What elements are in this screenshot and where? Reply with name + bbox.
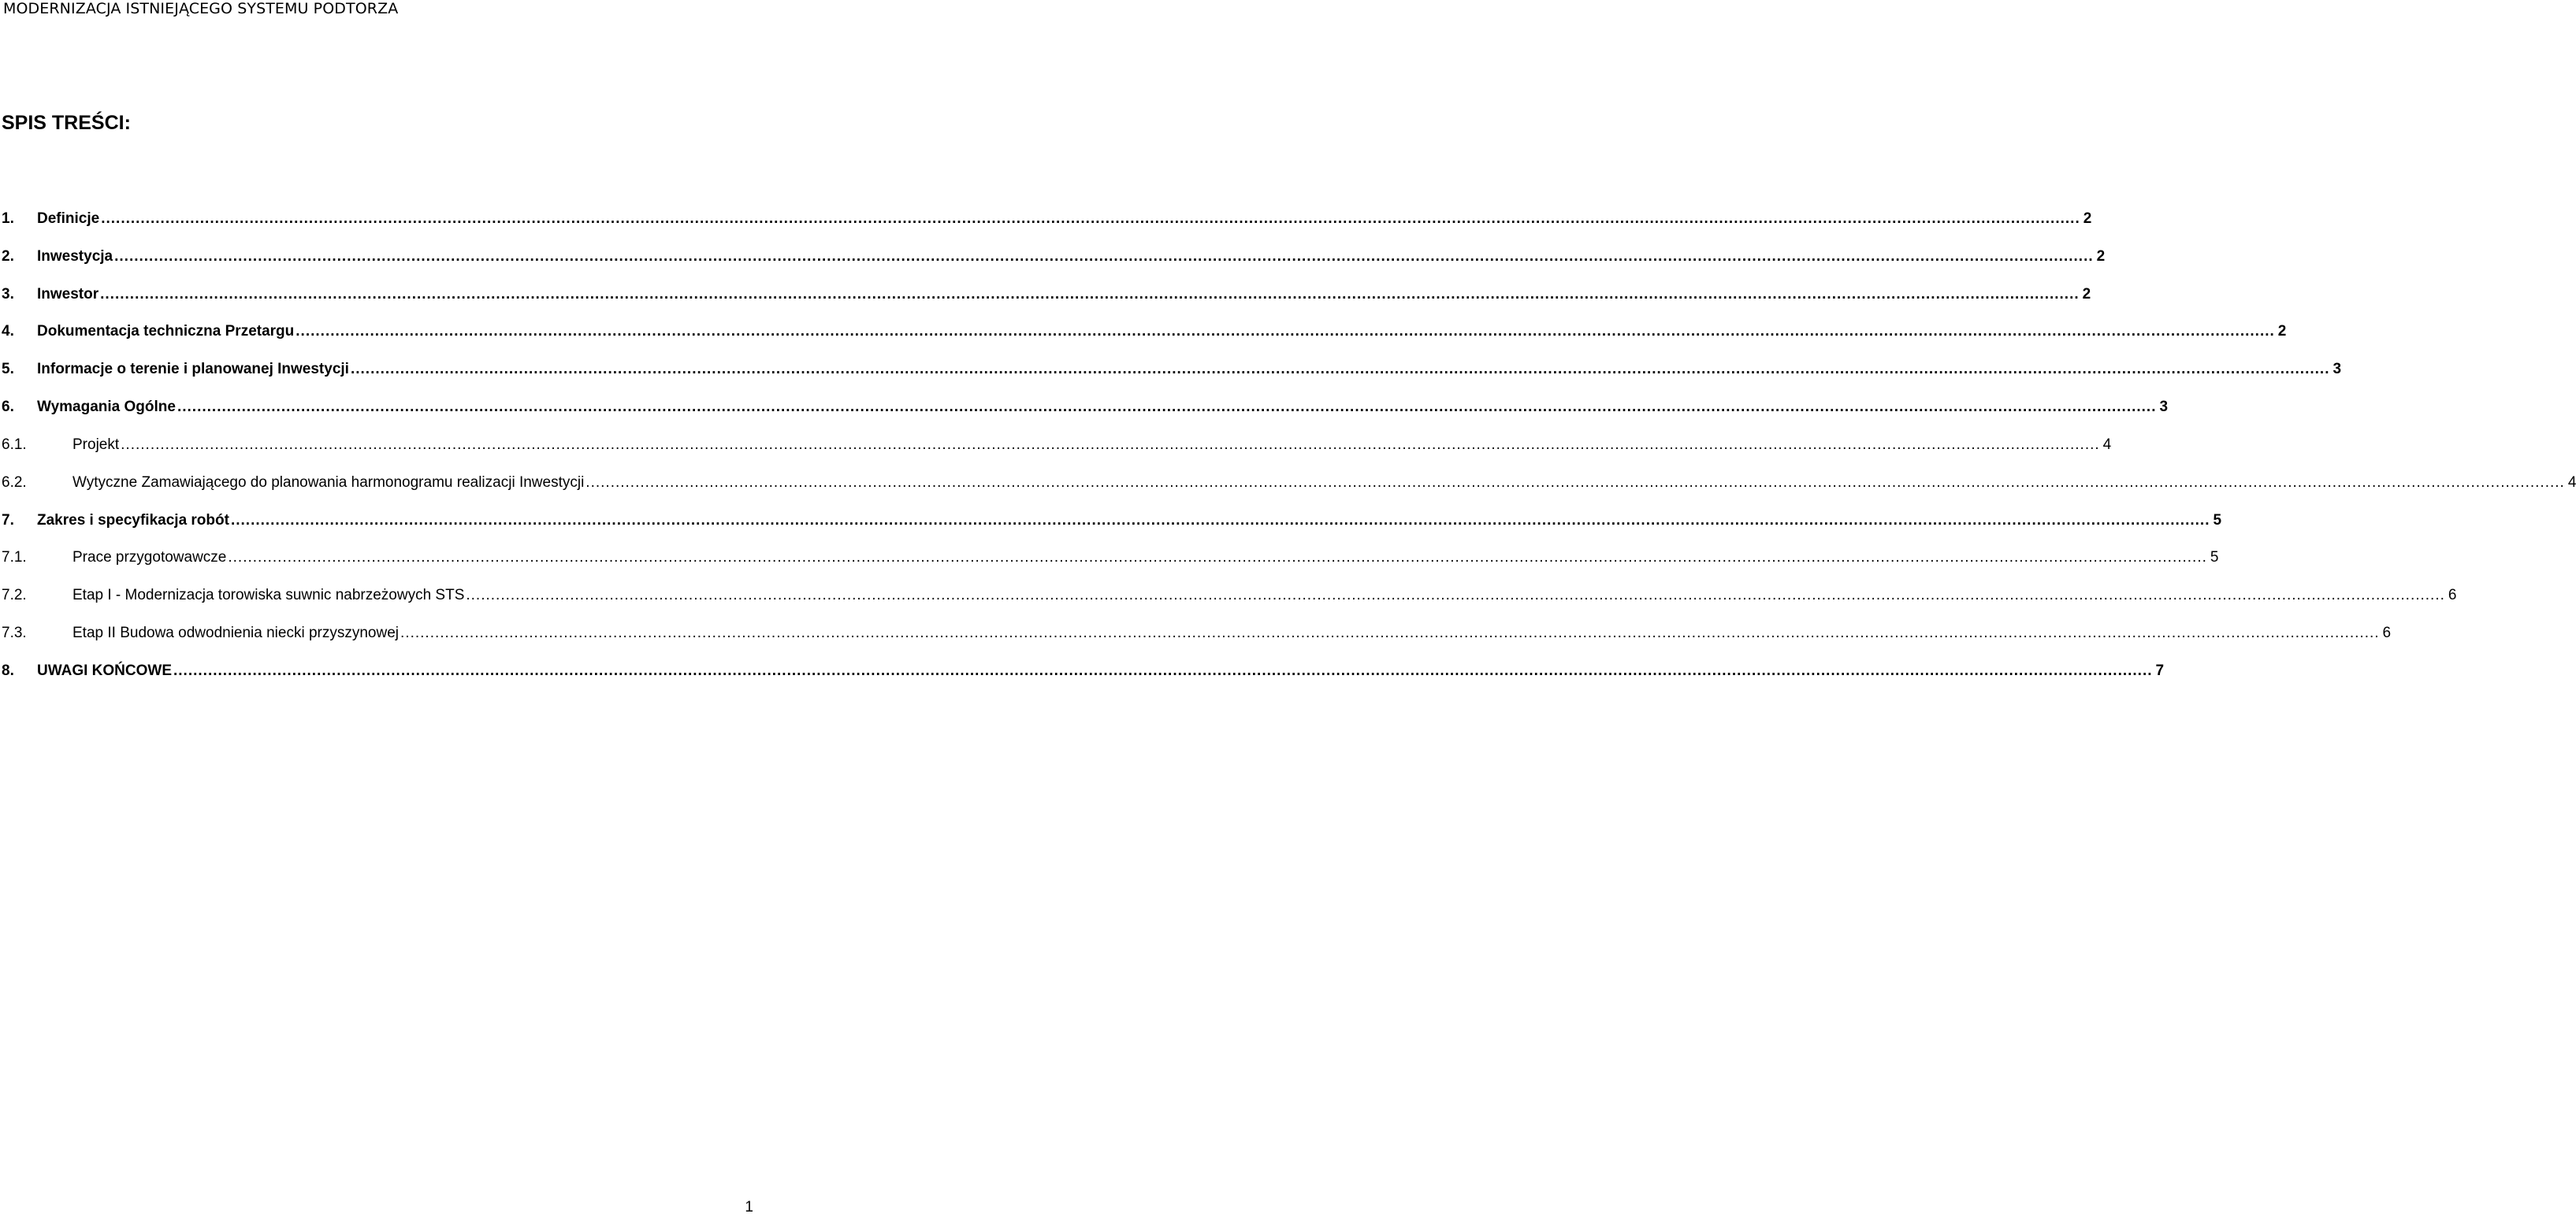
toc-entry-number: 6. [2,399,14,415]
toc-leader-dots: ................................................................................................................................................................................................................................................................................................................................................................................................................ [121,436,2100,453]
toc-entry-title: Etap I - Modernizacja torowiska suwnic nabrzeżowych STS [72,587,465,603]
toc-entry[interactable] [0,509,2222,533]
toc-entry[interactable] [0,395,2169,419]
toc-entry-page: 4 [2567,474,2576,491]
toc-entry[interactable] [0,659,2165,683]
toc-entry[interactable] [0,358,2342,381]
toc-entry-page: 2 [2277,323,2287,340]
toc-entry-number: 8. [2,662,14,679]
toc-entry-title: Wymagania Ogólne [37,399,176,415]
toc-entry-title: Wytyczne Zamawiającego do planowania harmonogramu realizacji Inwestycji [72,474,585,491]
toc-entry-page: 3 [2333,361,2342,377]
toc-entry-title: Etap II Budowa odwodnienia niecki przyszynowej [72,625,400,641]
toc-entry-page: 5 [2210,549,2219,566]
toc-entry-title: Inwestycja [37,248,113,265]
page-number: 1 [745,1199,753,1215]
toc-entry-page: 2 [2096,248,2106,265]
toc-title: SPIS TREŚCI: [2,112,131,134]
toc-entry-number: 1. [2,210,14,227]
toc-entry-page: 7 [2155,662,2165,679]
toc-leader-dots: ................................................................................................................................................................................................................................................................................................................................................................................................................ [101,210,2080,227]
toc-entry-title: Prace przygotowawcze [72,549,227,566]
toc-leader-dots: ................................................................................................................................................................................................................................................................................................................................................................................................................ [296,323,2275,340]
toc-leader-dots: ................................................................................................................................................................................................................................................................................................................................................................................................................ [350,361,2330,377]
toc-entry-title: Zakres i specyfikacja robót [37,512,229,529]
toc-leader-dots: ................................................................................................................................................................................................................................................................................................................................................................................................................ [230,512,2210,529]
toc-entry-number: 7.2. [2,587,27,603]
toc-entry[interactable] [0,546,2219,570]
toc-entry-title: Projekt [72,436,120,453]
toc-entry[interactable] [0,207,2092,231]
toc-entry-title: Inwestor [37,286,99,302]
toc-leader-dots: ................................................................................................................................................................................................................................................................................................................................................................................................................ [173,662,2153,679]
toc-leader-dots: ................................................................................................................................................................................................................................................................................................................................................................................................................ [177,399,2157,415]
toc-entry-number: 6.2. [2,474,27,491]
toc-entry-number: 7. [2,512,14,529]
toc-entry-number: 6.1. [2,436,27,453]
toc-leader-dots: ................................................................................................................................................................................................................................................................................................................................................................................................................ [114,248,2094,265]
toc-entry[interactable] [0,584,2457,607]
toc-entry-page: 4 [2102,436,2112,453]
toc-entry-page: 2 [2082,286,2091,302]
toc-leader-dots: ................................................................................................................................................................................................................................................................................................................................................................................................................ [400,625,2380,641]
toc-leader-dots: ................................................................................................................................................................................................................................................................................................................................................................................................................ [100,286,2080,302]
toc-entry-title: Informacje o terenie i planowanej Inwestycji [37,361,349,377]
toc-entry-page: 2 [2083,210,2092,227]
toc-entry[interactable] [0,245,2106,269]
toc-leader-dots: ................................................................................................................................................................................................................................................................................................................................................................................................................ [228,549,2207,566]
toc-entry[interactable] [0,283,2091,306]
toc-entry-title: UWAGI KOŃCOWE [37,662,172,679]
toc-entry[interactable] [0,471,2576,495]
toc-entry-page: 6 [2382,625,2392,641]
toc-entry-number: 5. [2,361,14,377]
toc-entry-number: 4. [2,323,14,340]
toc-entry-page: 6 [2448,587,2457,603]
toc-entry[interactable] [0,622,2392,645]
toc-entry-page: 3 [2159,399,2169,415]
toc-entry-page: 5 [2213,512,2222,529]
toc-leader-dots: ................................................................................................................................................................................................................................................................................................................................................................................................................ [585,474,2565,491]
toc-entry-number: 7.1. [2,549,27,566]
toc-entry[interactable] [0,433,2112,457]
toc-entry[interactable] [0,320,2287,343]
toc-leader-dots: ................................................................................................................................................................................................................................................................................................................................................................................................................ [466,587,2445,603]
toc-entry-number: 7.3. [2,625,27,641]
running-header: MODERNIZACJA ISTNIEJĄCEGO SYSTEMU PODTORZA [3,0,399,17]
toc-entry-title: Dokumentacja techniczna Przetargu [37,323,295,340]
toc-entry-number: 2. [2,248,14,265]
toc-entry-title: Definicje [37,210,100,227]
toc-entry-number: 3. [2,286,14,302]
